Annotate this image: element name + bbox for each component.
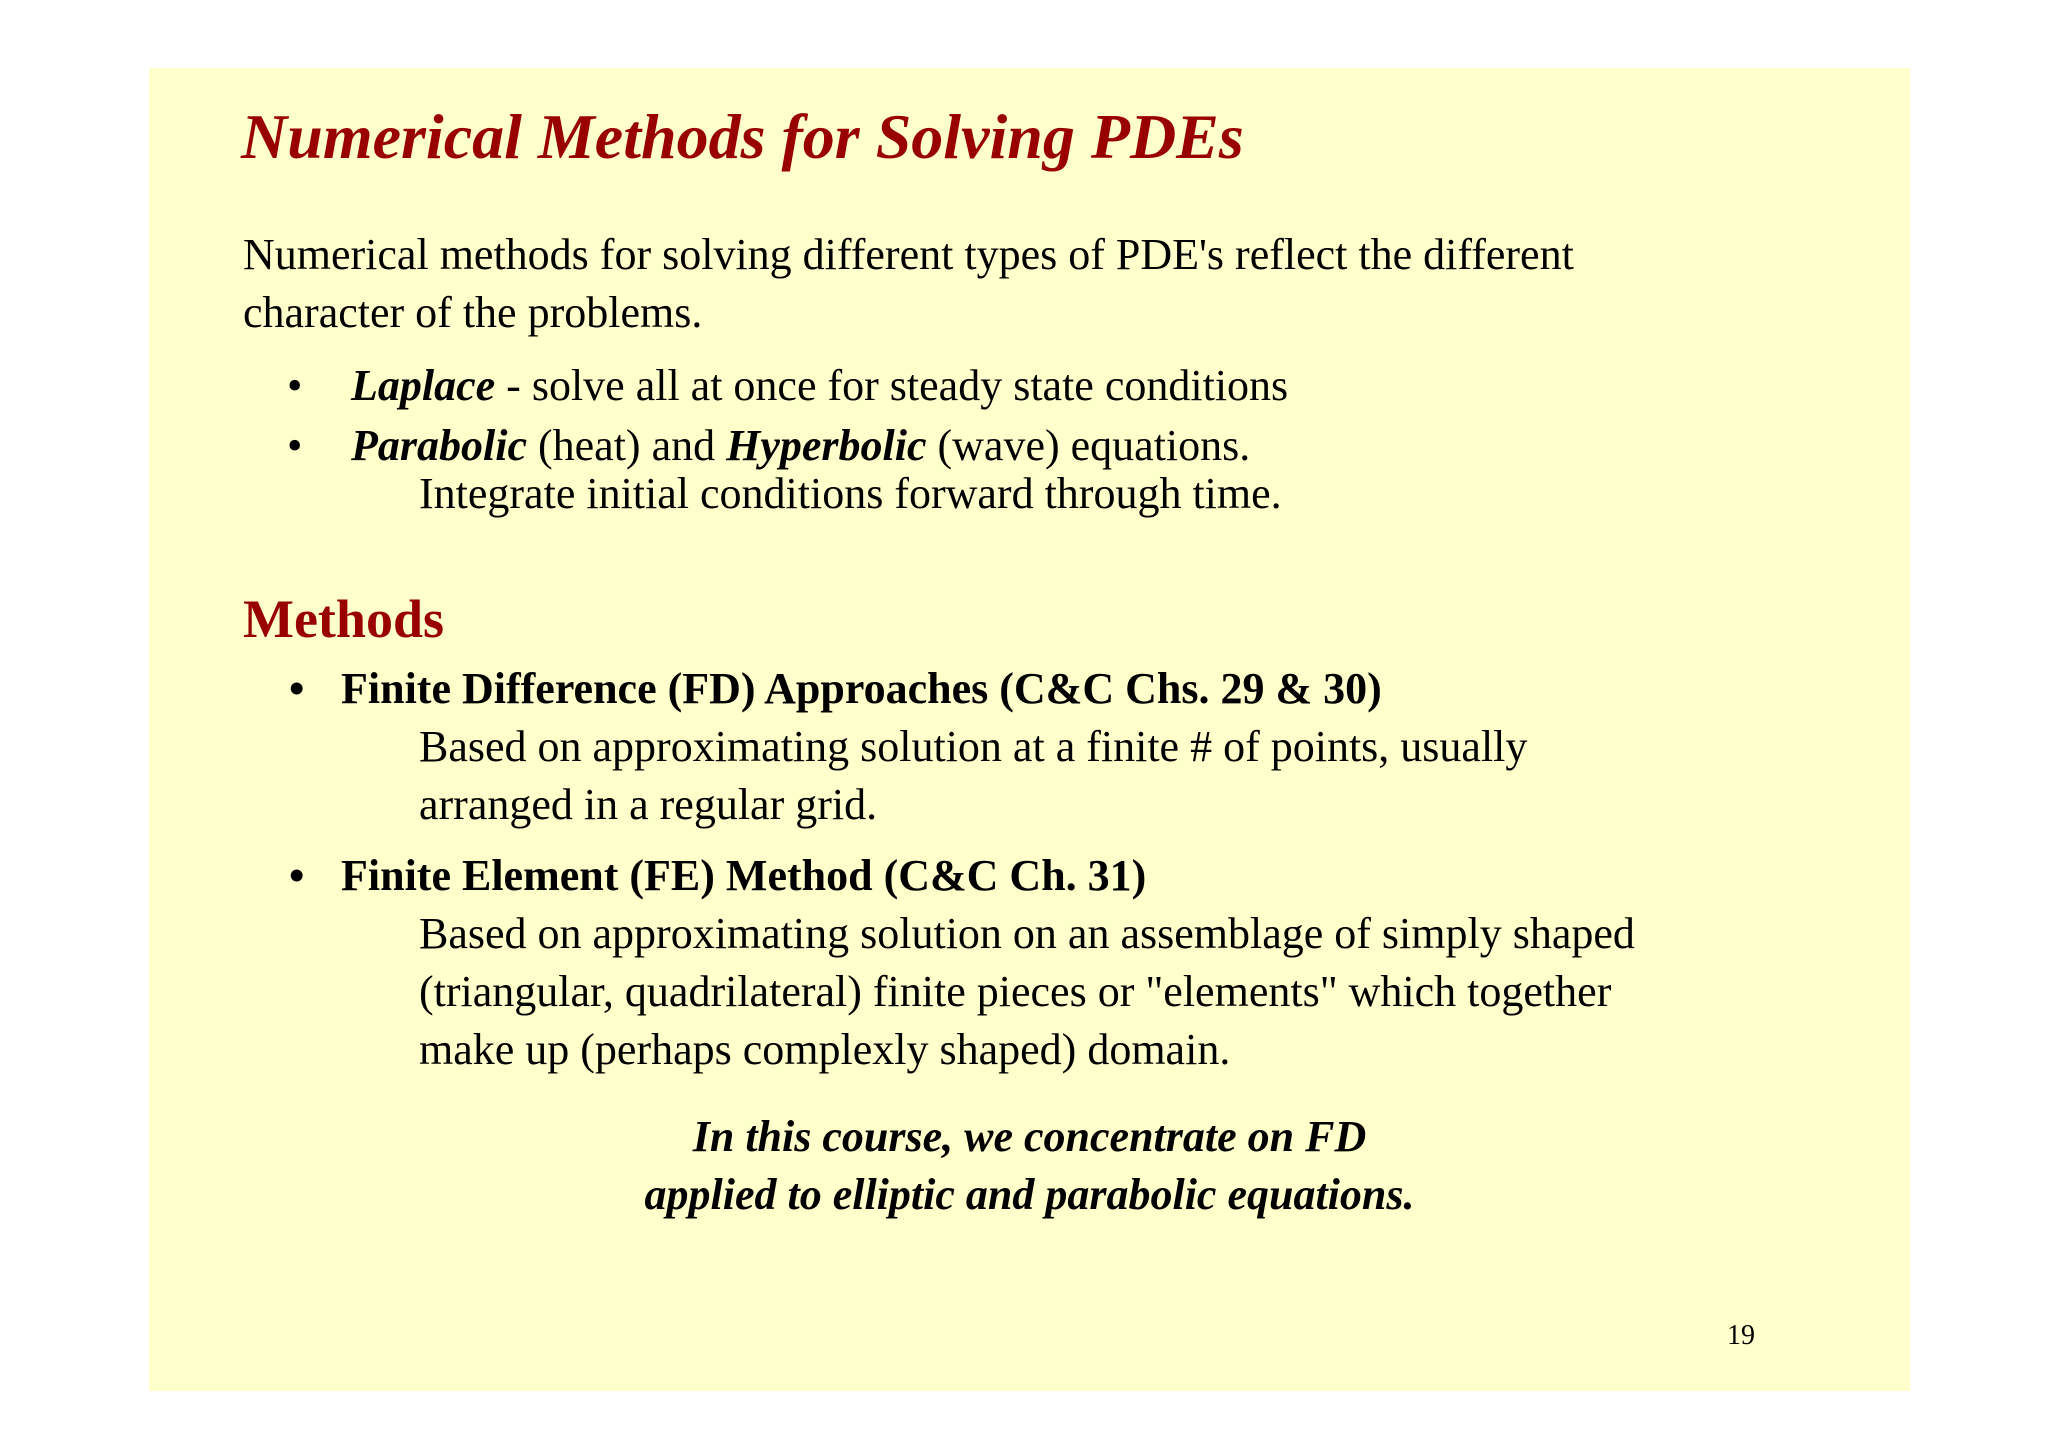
- method-label: Finite Element (FE) Method (C&C Ch. 31): [341, 851, 1147, 900]
- bullet-icon: •: [289, 851, 305, 900]
- method-label: Finite Difference (FD) Approaches (C&C Chs. 29 & 30): [341, 664, 1382, 713]
- slide: [149, 68, 1910, 1391]
- method-description: [419, 718, 1527, 834]
- intro-line: character of the problems.: [243, 288, 703, 337]
- method-description-line: arranged in a regular grid.: [419, 780, 878, 829]
- pde-type-term: Parabolic: [351, 421, 527, 470]
- methods-heading: Methods: [243, 589, 444, 649]
- slide-title: Numerical Methods for Solving PDEs: [241, 101, 1244, 172]
- pde-type-term: Hyperbolic: [726, 421, 927, 470]
- method-description-line: Based on approximating solution on an assemblage of simply shaped: [419, 909, 1635, 958]
- closing-line: In this course, we concentrate on FD: [692, 1112, 1367, 1161]
- closing-line: applied to elliptic and parabolic equations.: [644, 1170, 1415, 1219]
- pde-type-subnote: Integrate initial conditions forward through time.: [419, 469, 1282, 518]
- pde-type-connector: (heat) and: [526, 421, 727, 470]
- pde-type-term: Laplace: [351, 361, 496, 410]
- intro-paragraph: [243, 226, 1843, 342]
- pde-type-description: (wave) equations.: [926, 421, 1251, 470]
- bullet-icon: •: [289, 664, 305, 713]
- intro-line: Numerical methods for solving different types of PDE's reflect the different: [243, 230, 1574, 279]
- method-description-line: Based on approximating solution at a finite # of points, usually: [419, 722, 1528, 771]
- page-number: 19: [1727, 1320, 1755, 1351]
- method-description-line: (triangular, quadrilateral) finite pieces or "elements" which together: [419, 967, 1612, 1016]
- method-description: [419, 905, 1635, 1079]
- pde-type-text: [351, 420, 1250, 471]
- bullet-icon: •: [287, 421, 303, 470]
- pde-type-text: [351, 360, 1288, 411]
- closing-note: [149, 1108, 1910, 1224]
- method-description-line: make up (perhaps complexly shaped) domain.: [419, 1025, 1231, 1074]
- pde-type-description: - solve all at once for steady state conditions: [495, 361, 1289, 410]
- bullet-icon: •: [287, 361, 303, 410]
